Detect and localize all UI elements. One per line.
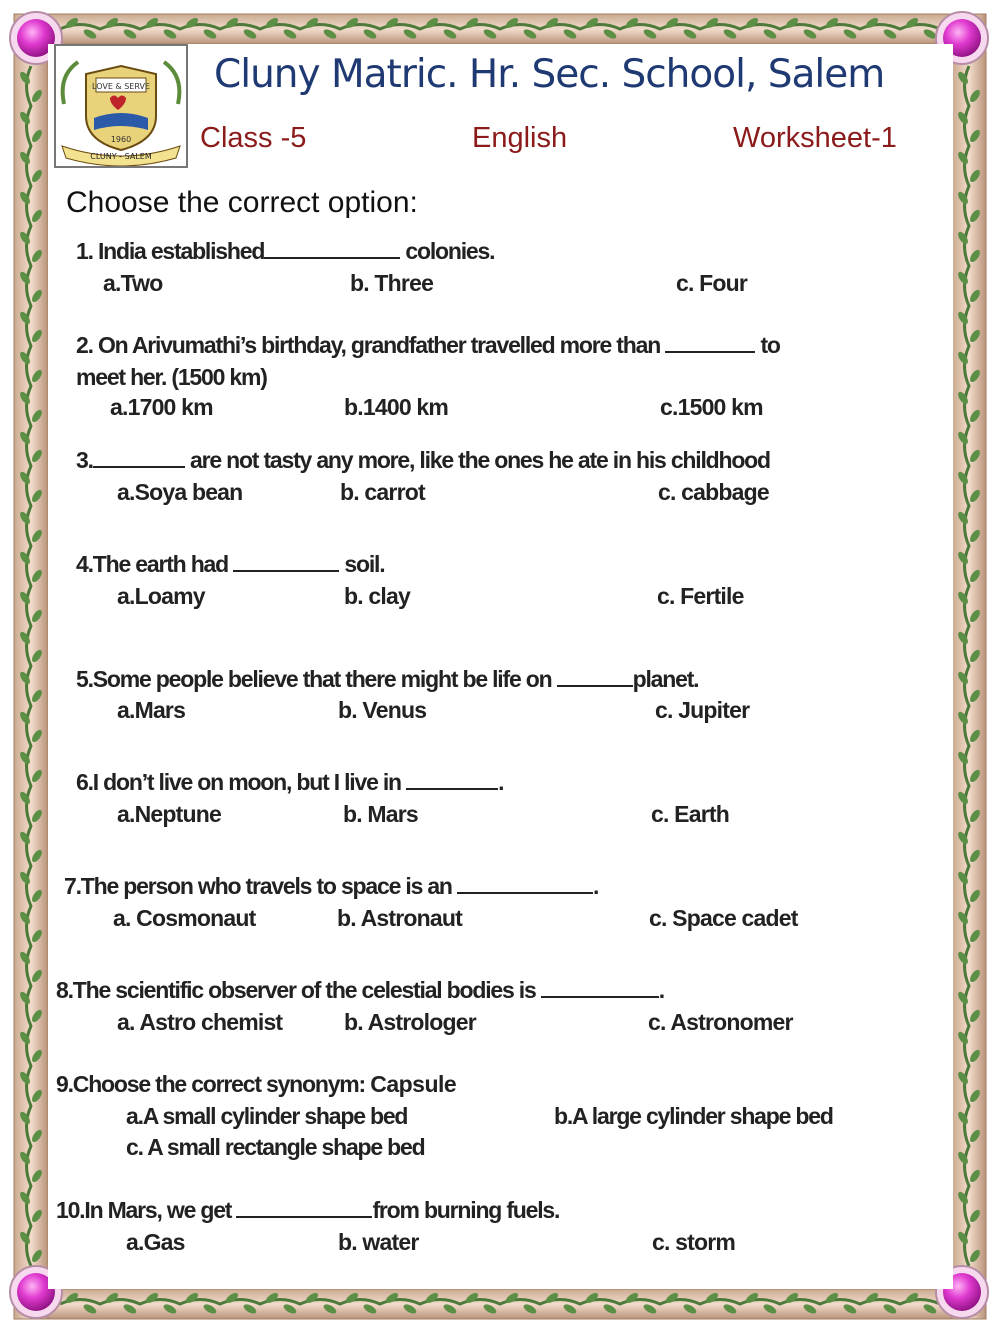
- option-10b[interactable]: b. water: [338, 1229, 419, 1255]
- option-2a[interactable]: a.1700 km: [110, 394, 213, 420]
- worksheet-label: Worksheet-1: [733, 122, 897, 154]
- answer-blank[interactable]: [236, 1198, 372, 1218]
- option-1b[interactable]: b. Three: [350, 270, 434, 296]
- option-7a[interactable]: a. Cosmonaut: [113, 905, 256, 931]
- option-10a[interactable]: a.Gas: [126, 1229, 185, 1255]
- option-10c[interactable]: c. storm: [652, 1229, 736, 1255]
- question-10: 10.In Mars, we get from burning fuels.: [56, 1197, 560, 1223]
- question-6: 6.I don’t live on moon, but I live in .: [76, 769, 504, 795]
- subject-label: English: [472, 122, 568, 154]
- option-1a[interactable]: a.Two: [103, 270, 163, 296]
- answer-blank[interactable]: [93, 448, 185, 468]
- answer-blank[interactable]: [233, 552, 339, 572]
- question-9: 9.Choose the correct synonym: Capsule: [56, 1071, 457, 1097]
- option-3b[interactable]: b. carrot: [340, 479, 425, 505]
- question-4: 4.The earth had soil.: [76, 551, 385, 577]
- school-name: Cluny Matric. Hr. Sec. School, Salem: [214, 52, 885, 97]
- option-3c[interactable]: c. cabbage: [658, 479, 769, 505]
- answer-blank[interactable]: [665, 333, 755, 353]
- question-2: 2. On Arivumathi’s birthday, grandfather travelled more than to: [76, 332, 780, 358]
- option-4b[interactable]: b. clay: [344, 583, 410, 609]
- question-5: 5.Some people believe that there might be life on planet.: [76, 666, 699, 692]
- question-1: 1. India established colonies.: [76, 238, 495, 264]
- question-8: 8.The scientific observer of the celestial bodies is .: [56, 977, 664, 1003]
- answer-blank[interactable]: [264, 239, 400, 259]
- answer-blank[interactable]: [557, 667, 633, 687]
- option-9c[interactable]: c. A small rectangle shape bed: [126, 1134, 425, 1160]
- question-2-line2: meet her. (1500 km): [76, 364, 267, 390]
- option-6c[interactable]: c. Earth: [651, 801, 729, 827]
- class-label: Class -5: [200, 122, 307, 154]
- answer-blank[interactable]: [406, 770, 498, 790]
- option-2b[interactable]: b.1400 km: [344, 394, 449, 420]
- option-8a[interactable]: a. Astro chemist: [117, 1009, 283, 1035]
- svg-text:CLUNY - SALEM: CLUNY - SALEM: [90, 152, 152, 161]
- option-3a[interactable]: a.Soya bean: [117, 479, 243, 505]
- answer-blank[interactable]: [457, 874, 593, 894]
- question-3: 3. are not tasty any more, like the ones he ate in his childhood: [76, 447, 770, 473]
- option-4c[interactable]: c. Fertile: [657, 583, 744, 609]
- synonym-keyword: Capsule: [370, 1071, 457, 1097]
- option-5c[interactable]: c. Jupiter: [655, 697, 750, 723]
- answer-blank[interactable]: [541, 978, 659, 998]
- option-9a[interactable]: a.A small cylinder shape bed: [126, 1103, 408, 1129]
- option-7c[interactable]: c. Space cadet: [649, 905, 798, 931]
- option-2c[interactable]: c.1500 km: [660, 394, 763, 420]
- option-5b[interactable]: b. Venus: [338, 697, 427, 723]
- option-8c[interactable]: c. Astronomer: [648, 1009, 793, 1035]
- option-6a[interactable]: a.Neptune: [117, 801, 221, 827]
- option-9b[interactable]: b.A large cylinder shape bed: [554, 1103, 833, 1129]
- svg-text:1960: 1960: [110, 135, 132, 144]
- school-logo: [54, 44, 188, 168]
- svg-text:LOVE & SERVE: LOVE & SERVE: [92, 82, 150, 91]
- option-5a[interactable]: a.Mars: [117, 697, 186, 723]
- option-6b[interactable]: b. Mars: [343, 801, 418, 827]
- option-4a[interactable]: a.Loamy: [117, 583, 205, 609]
- option-1c[interactable]: c. Four: [676, 270, 748, 296]
- instruction-heading: Choose the correct option:: [66, 186, 418, 219]
- question-7: 7.The person who travels to space is an .: [64, 873, 599, 899]
- option-7b[interactable]: b. Astronaut: [337, 905, 462, 931]
- option-8b[interactable]: b. Astrologer: [344, 1009, 476, 1035]
